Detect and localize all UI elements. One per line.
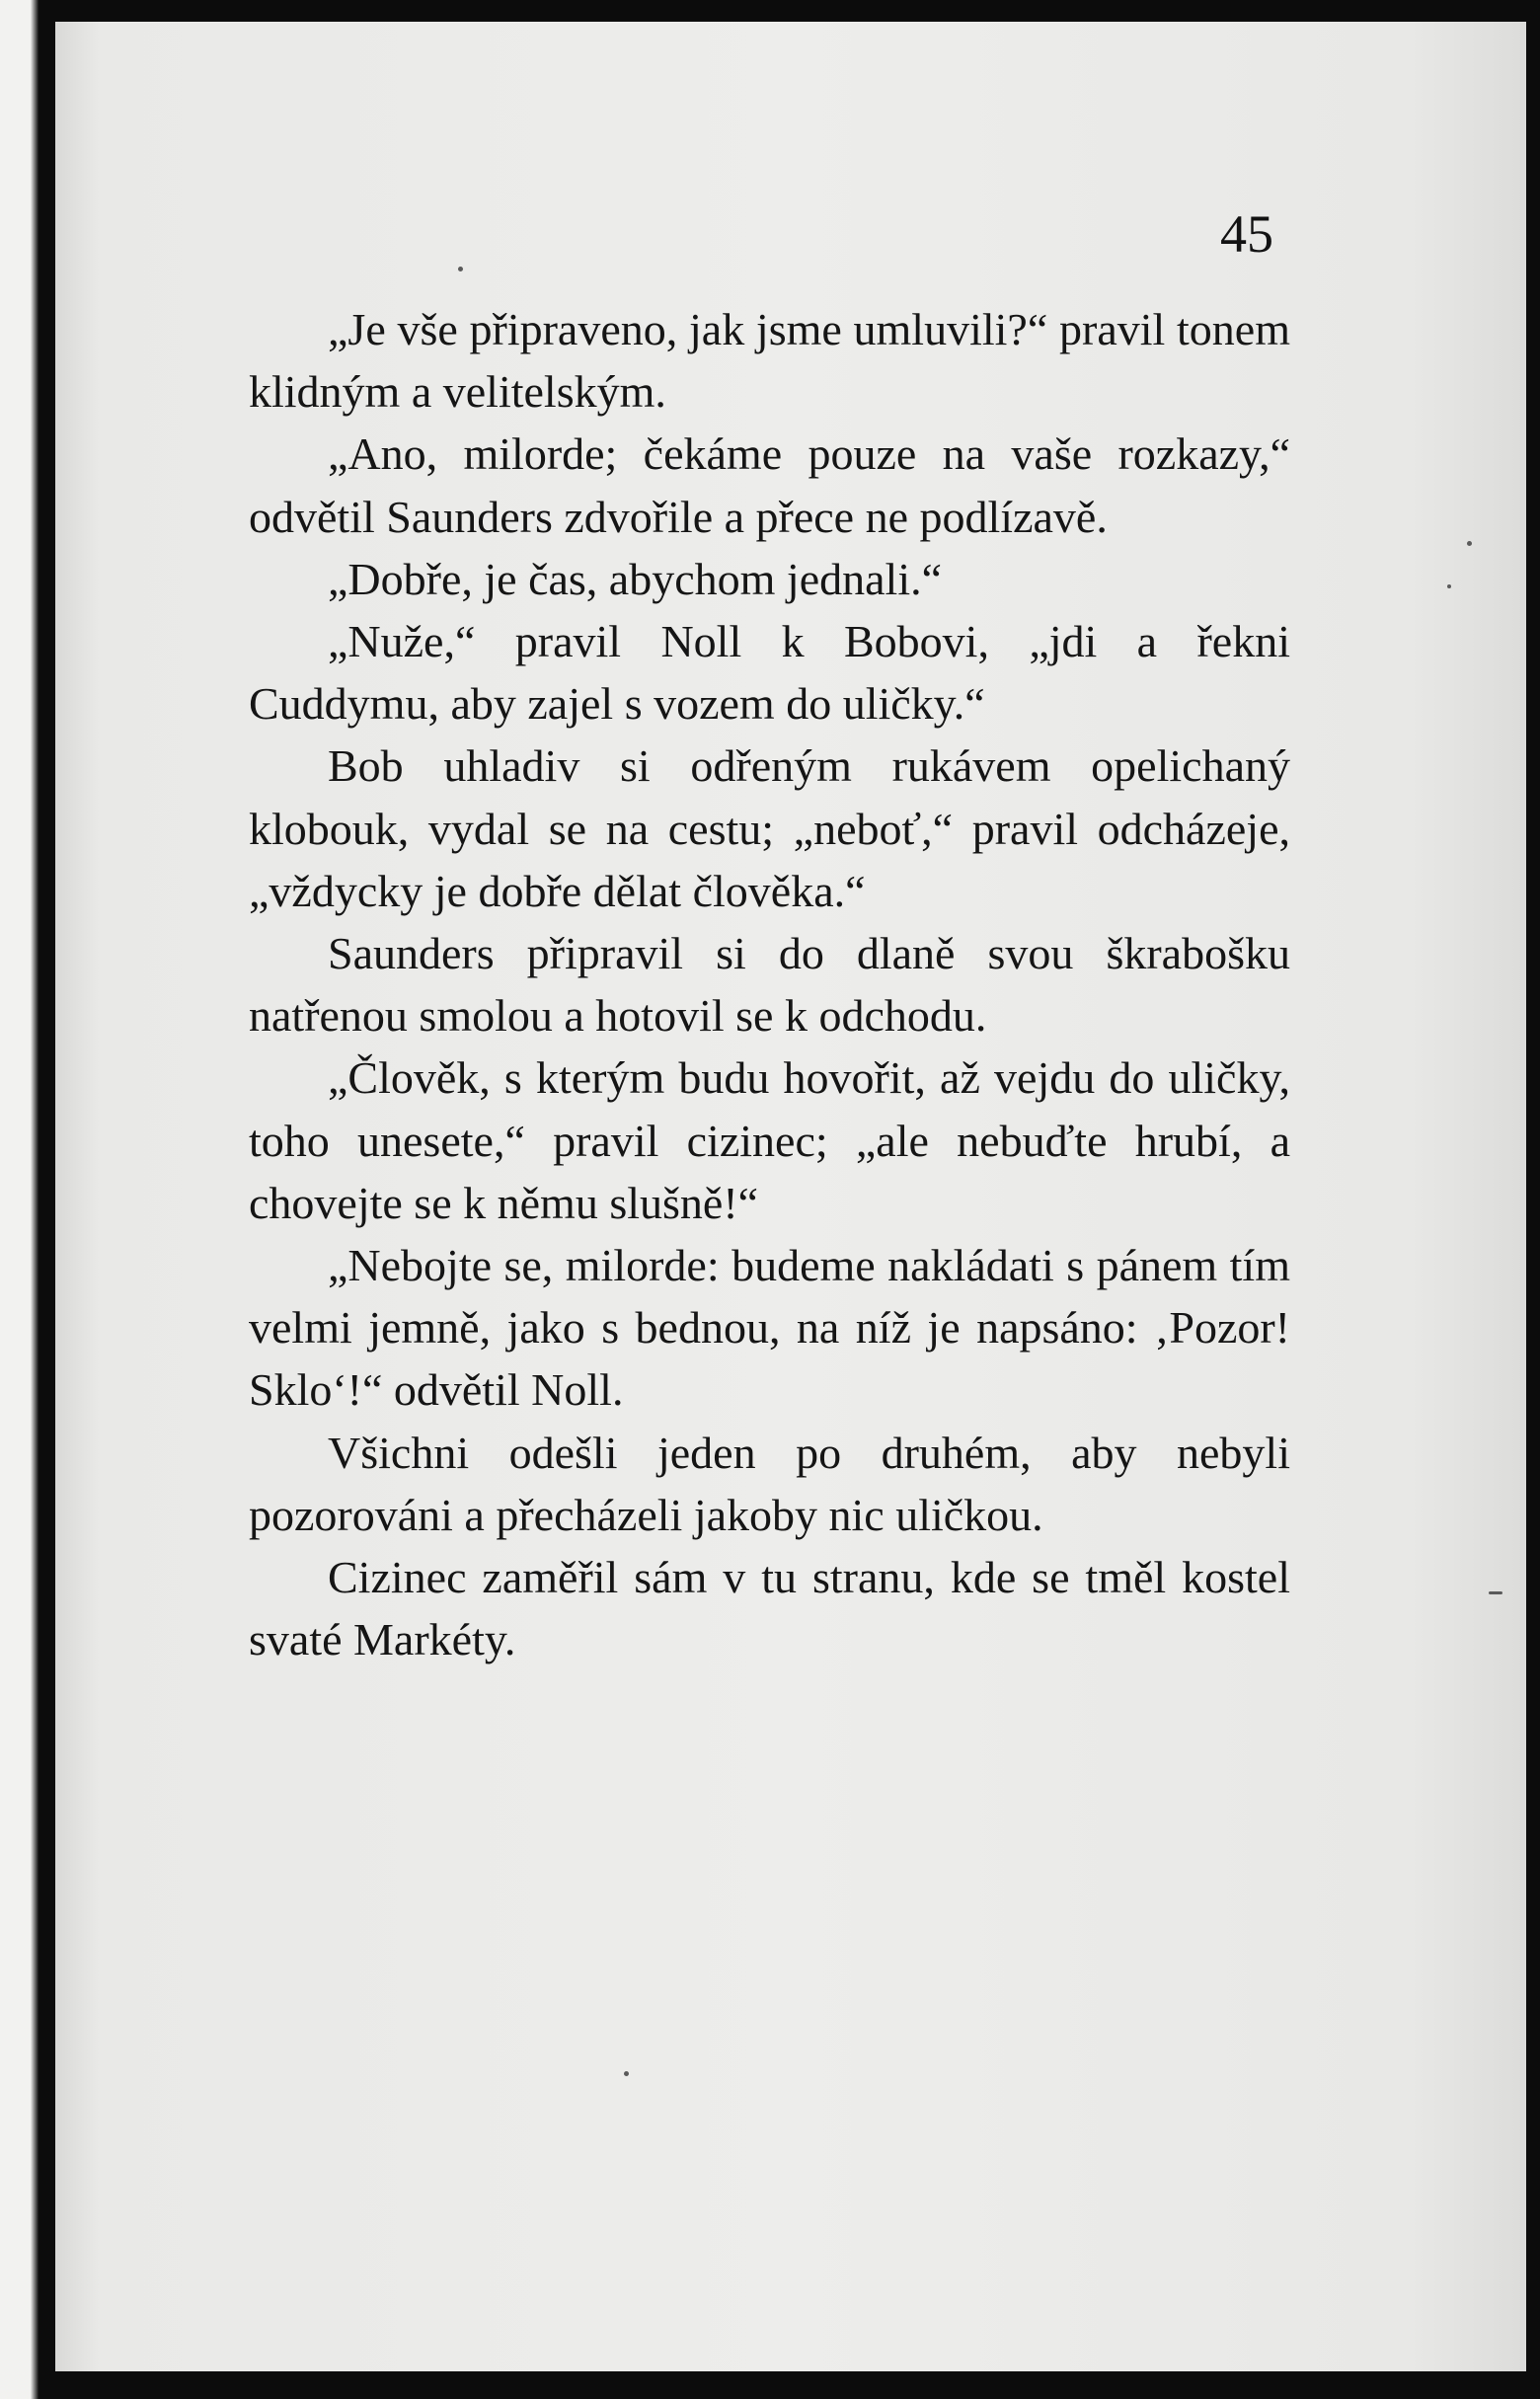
paragraph: Všichni odešli jeden po druhém, aby nebyli pozorováni a přecházeli jakoby nic uličkou. xyxy=(249,1427,1290,1540)
paragraph: „Dobře, je čas, abychom jednali.“ xyxy=(328,553,943,604)
paragraph: „Je vše připraveno, jak jsme umluvili?“ pravil tonem klidným a velitelským. xyxy=(249,304,1290,418)
body-text xyxy=(249,298,1290,1670)
paragraph: Bob uhladiv si odřeným rukávem opelichaný klobouk, vydal se na cestu; „neboť,“ pravil odcházeje, „vždycky je dobře dělat člověka.“ xyxy=(249,740,1290,916)
paragraph: „Nuže,“ pravil Noll k Bobovi, „jdi a řekni Cuddymu, aby zajel s vozem do uličky.“ xyxy=(249,616,1290,730)
binding-edge xyxy=(0,0,55,2399)
paragraph: Saunders připravil si do dlaně svou škrabošku natřenou smolou a hotovil se k odchodu. xyxy=(249,928,1290,1042)
paragraph: „Ano, milorde; čekáme pouze na vaše rozkazy,“ odvětil Saunders zdvořile a přece ne podlízavě. xyxy=(249,428,1290,542)
paragraph: „Člověk, s kterým budu hovořit, až vejdu do uličky, toho unesete,“ pravil cizinec; „ale nebuďte hrubí, a chovejte se k němu slušně!“ xyxy=(249,1052,1290,1228)
scan-speck xyxy=(1467,541,1472,546)
page-number: 45 xyxy=(1220,204,1273,264)
scan-speck xyxy=(458,267,463,271)
scan-speck xyxy=(624,2071,629,2076)
paragraph: Cizinec zaměřil sám v tu stranu, kde se tměl kostel svaté Markéty. xyxy=(249,1552,1290,1665)
paragraph: „Nebojte se, milorde: budeme nakládati s pánem tím velmi jemně, jako s bednou, na níž je napsáno: ‚Pozor! Sklo‘!“ odvětil Noll. xyxy=(249,1240,1290,1416)
scan-speck xyxy=(1447,584,1451,588)
scan-speck xyxy=(1489,1591,1502,1594)
